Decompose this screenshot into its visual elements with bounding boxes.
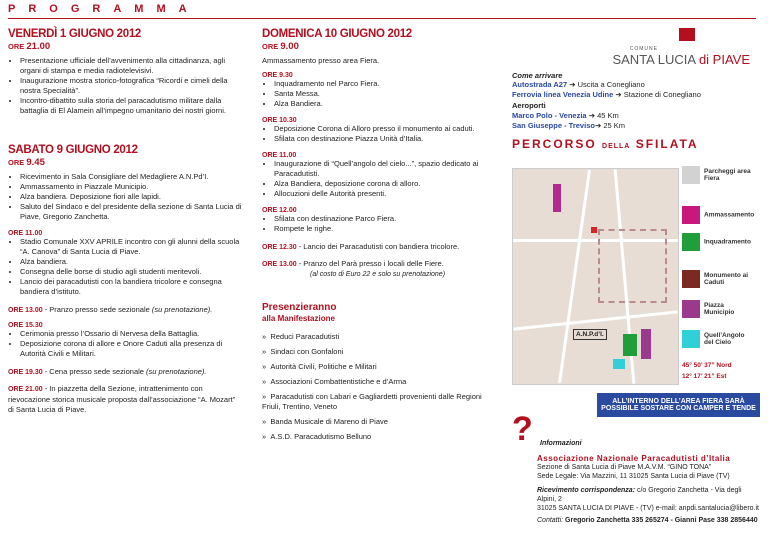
day3-time: ORE 9.00: [262, 41, 299, 52]
list-item: • Sfilata con destinazione Piazza Unità d’Italia.: [274, 134, 502, 144]
list-item: » Reduci Paracadutisti: [262, 332, 340, 341]
day3-jump: ORE 12.30 - Lancio dei Paracadutisti con bandiera tricolore.: [262, 242, 460, 251]
list-item: • Deposizione corona di allore e Onore Caduti alla presenza di Autorità Civili e Militari.: [20, 339, 243, 359]
list-item: • Rompete le righe.: [274, 224, 502, 234]
day1-time: ORE 21.00: [8, 41, 51, 52]
list-item: • Alza bandiera.: [20, 257, 243, 267]
day3-list-b: [262, 124, 502, 144]
day2-dinner: ORE 19.30 - Cena presso sede sezionale (su prenotazione).: [8, 367, 207, 376]
legend-lineup: Inquadramento: [682, 233, 751, 251]
day3-intro: Ammassamento presso area Fiera.: [262, 56, 380, 65]
day3-time-1100: ORE 11.00: [262, 152, 297, 159]
day2-list-b: [8, 237, 243, 297]
arrive-rail: Ferrovia linea Venezia Udine ➔ Stazione di Conegliano: [512, 90, 701, 99]
day1-list: [8, 56, 243, 116]
legend-sky: Quell’Angolo del Cielo: [682, 330, 754, 348]
legend-monument: Monumento ai Caduti: [682, 270, 754, 288]
list-item: • Ricevimento in Sala Consigliare del Medagliere A.N.Pd’I.: [20, 172, 243, 182]
day3-title: DOMENICA 10 GIUGNO 2012: [262, 28, 412, 40]
presence-list: [262, 332, 502, 442]
list-item: » Autorità Civili, Politiche e Militari: [262, 362, 377, 371]
legend-assembly: Ammassamento: [682, 206, 754, 224]
info-title: Informazioni: [540, 440, 582, 447]
header-rule: [8, 18, 756, 19]
presence-subtitle: alla Manifestazione: [262, 314, 335, 323]
day2-list-c: [8, 329, 243, 359]
day3-time-1030: ORE 10.30: [262, 117, 297, 124]
coord-east: 12° 17’ 21” Est: [682, 373, 727, 380]
list-item: • Ammassamento in Piazzale Municipio.: [20, 182, 243, 192]
day3-time-1200: ORE 12.00: [262, 207, 297, 214]
day1-title: VENERDÌ 1 GIUGNO 2012: [8, 28, 142, 40]
day2-title: SABATO 9 GIUGNO 2012: [8, 144, 138, 156]
list-item: • Inaugurazione mostra storico-fotografica “Ricordi e cimeli della nostra Specialità”.: [20, 76, 243, 96]
day2-list-a: [8, 172, 243, 222]
column-middle: [262, 28, 502, 442]
list-item: » A.S.D. Paracadutismo Belluno: [262, 432, 372, 441]
day3-list-c: [262, 159, 502, 199]
legend-square: Piazza Municipio: [682, 300, 754, 318]
list-item: • Inquadramento nel Parco Fiera.: [274, 79, 502, 89]
list-item: • Alza bandiera. Deposizione fiori alle lapidi.: [20, 192, 243, 202]
day2-lunch: ORE 13.00 - Pranzo presso sede sezionale (su prenotazione).: [8, 305, 213, 314]
day3-list-d: [262, 214, 502, 234]
camper-notice: ALL’INTERNO DELL’AREA FIERA SARÀ POSSIBILE SOSTARE CON CAMPER E TENDE: [597, 393, 760, 417]
list-item: • Inaugurazione di “Quell’angolo del cielo...”, spazio dedicato ai Paracadutisti.: [274, 159, 502, 179]
legend-swatch: [682, 300, 700, 318]
page-header: PROGRAMMA: [8, 3, 200, 15]
day3-lunch: ORE 13.00 - Pranzo del Parà presso i locali delle Fiere.: [262, 259, 444, 268]
list-item: » Paracadutisti con Labari e Gagliardetti provenienti dalle Regioni Friuli, Trentino, Veneto: [262, 392, 482, 411]
airports-title: Aeroporti: [512, 101, 546, 110]
legend-swatch: [682, 206, 700, 224]
legend-swatch: [682, 330, 700, 348]
route-map: [512, 168, 679, 385]
list-item: » Associazioni Combattentistiche e d’Arma: [262, 377, 407, 386]
legend-swatch: [682, 166, 700, 184]
day2-time: ORE 9.45: [8, 157, 45, 168]
list-item: • Saluto del Sindaco e del presidente della sezione di Santa Lucia di Piave, Gregorio Zanchetta.: [20, 202, 243, 222]
municipality-logo: COMUNE SANTA LUCIA di PIAVE: [512, 28, 760, 67]
list-item: • Cerimonia presso l’Ossario di Nervesa della Battaglia.: [20, 329, 243, 339]
day3-lunch-note: (al costo di Euro 22 e solo su prenotazione): [310, 271, 446, 278]
route-title: PERCORSO DELLA SFILATA: [512, 137, 699, 151]
info-icon: ?: [512, 410, 533, 448]
list-item: • Alza Bandiera, deposizione corona di alloro.: [274, 179, 502, 189]
list-item: • Incontro-dibattito sulla storia del paracadutismo militare dalla battaglia di El Alamein all’impegno umanitario dei nostri giorni.: [20, 96, 243, 116]
list-item: • Alza Bandiera.: [274, 99, 502, 109]
list-item: » Banda Musicale di Mareno di Piave: [262, 417, 388, 426]
day2-evening: ORE 21.00 - In piazzetta della Sezione, intrattenimento con rievocazione storica musicale proposta dall’associazione “A. Mozart” di Santa Lucia di Piave.: [8, 384, 236, 414]
day2-time-1100: ORE 11.00: [8, 230, 43, 237]
list-item: • Consegna delle borse di studio agli studenti meritevoli.: [20, 267, 243, 277]
anpdi-map-label: A.N.P.d’I.: [573, 329, 607, 340]
legend-swatch: [682, 270, 700, 288]
list-item: • Deposizione Corona di Alloro presso il monumento ai caduti.: [274, 124, 502, 134]
list-item: • Allocuzioni delle Autorità presenti.: [274, 189, 502, 199]
crest-icon: [679, 28, 695, 41]
list-item: » Sindaci con Gonfaloni: [262, 347, 344, 356]
day3-list-a: [262, 79, 502, 109]
coord-north: 45° 50’ 37” Nord: [682, 362, 732, 369]
arrive-title: Come arrivare: [512, 71, 563, 80]
list-item: • Stadio Comunale XXV APRILE incontro con gli alunni della scuola “A. Canova” di Santa Lucia di Piave.: [20, 237, 243, 257]
legend-parking: Parcheggi area Fiera: [682, 166, 759, 184]
arrive-road: Autostrada A27 ➔ Uscita a Conegliano: [512, 80, 645, 89]
list-item: • Presentazione ufficiale dell’avvenimento alla cittadinanza, agli organi di stampa e media radiotelevisivi.: [20, 56, 243, 76]
airport-1: Marco Polo - Venezia ➔ 45 Km: [512, 111, 619, 120]
list-item: • Santa Messa.: [274, 89, 502, 99]
day3-time-930: ORE 9.30: [262, 72, 293, 79]
airport-2: San Giuseppe - Treviso➔ 25 Km: [512, 121, 626, 130]
list-item: • Lancio dei paracadutisti con la bandiera tricolore e consegna bandiera d’istituto.: [20, 277, 243, 297]
day2-time-1530: ORE 15.30: [8, 322, 43, 329]
presence-title: Presenzieranno: [262, 302, 337, 313]
list-item: • Sfilata con destinazione Parco Fiera.: [274, 214, 502, 224]
legend-swatch: [682, 233, 700, 251]
column-right: [512, 28, 760, 154]
association-info: Associazione Nazionale Paracadutisti d’Italia Sezione di Santa Lucia di Piave M.A.V.M. “GINO TONA” Sede Legale: Via Mazzini, 11 31025 Santa Lucia di Piave (TV) Ricevimento corrispondenza: c/o Gregorio Zanchetta - Via degli Alpini, 2 31025 SANTA LUCIA DI PIAVE - (TV) e-mail: anpdi.santalucia@libero.it Contatti: Gregorio Zanchetta 335 265274 - Gianni Pase 338 2856440: [537, 454, 759, 524]
column-left: [8, 28, 243, 415]
